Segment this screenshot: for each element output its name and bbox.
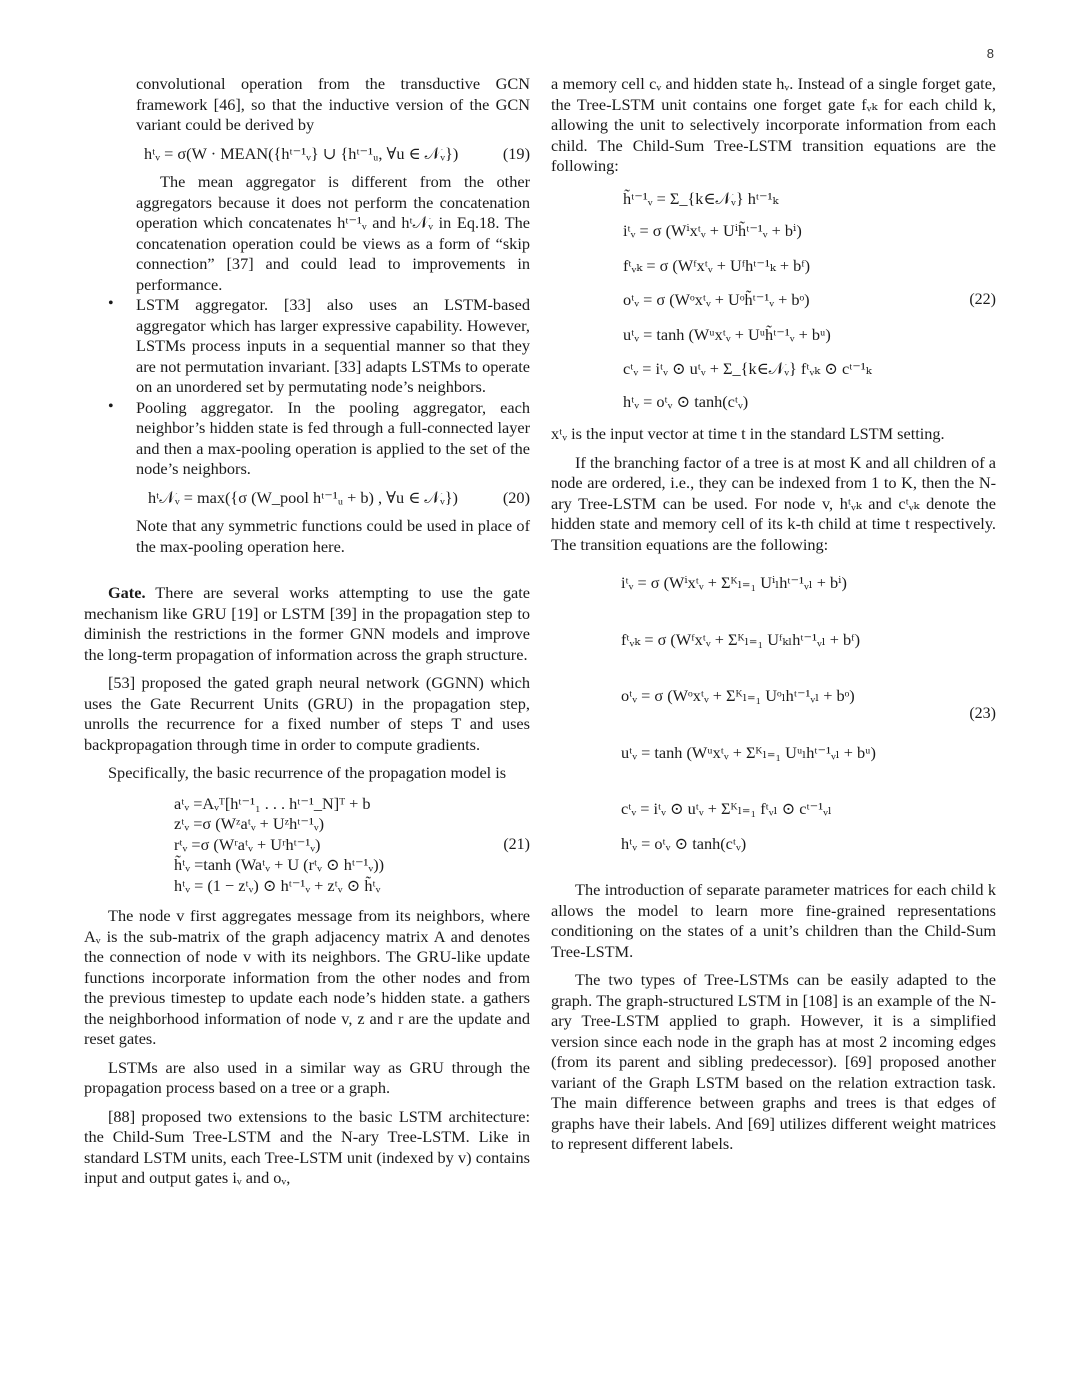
aggregator-list <box>84 295 530 557</box>
equation-line: uᵗᵥ = tanh (Wᵘxᵗᵥ + Uᵘh̃ᵗ⁻¹ᵥ + bᵘ) <box>623 324 831 344</box>
equation-line: aᵗᵥ =Aᵥᵀ[hᵗ⁻¹₁ . . . hᵗ⁻¹_N]ᵀ + b <box>174 793 371 813</box>
equation-body: hᵗᵥ = σ(W · MEAN({hᵗ⁻¹ᵥ} ∪ {hᵗ⁻¹ᵤ, ∀u ∈ 𝒩ᵥ}) <box>144 143 459 163</box>
right-column <box>551 74 996 1155</box>
bullet-text: Pooling aggregator. In the pooling aggregator, each neighbor’s hidden state is fed through a full-connected layer and then a max-pooling operation is applied to the set of the node’s neighbors. <box>136 397 530 478</box>
equation-line: oᵗᵥ = σ (Wᵒxᵗᵥ + Uᵒh̃ᵗ⁻¹ᵥ + bᵒ) <box>623 290 810 309</box>
bullet-text: LSTM aggregator. [33] also uses an LSTM-based aggregator which has larger expressive capability. However, LSTMs process inputs in a sequential manner so that they are not permutation invariant. [33] adapts LSTMs to operate on an unordered set by permutating node’s neighbors. <box>136 295 530 396</box>
equation-line: hᵗᵥ = oᵗᵥ ⊙ tanh(cᵗᵥ) <box>621 833 747 853</box>
paragraph: The node v first aggregates message from its neighbors, where Aᵥ is the sub-matrix of the graph adjacency matrix A and denotes the connection of node v with its neighbors. The GRU-like update functions incorporate information from the other nodes and from the previous timestep to update each node’s hidden state. a gathers the neighborhood information of node v, z and r are the update and reset gates. <box>84 906 530 1048</box>
equation-line: cᵗᵥ = iᵗᵥ ⊙ uᵗᵥ + Σ_{k∈𝒩ᵥ} fᵗᵥₖ ⊙ cᵗ⁻¹ₖ <box>623 359 872 378</box>
equation-20 <box>136 488 530 509</box>
list-item <box>108 397 530 480</box>
equation-line: rᵗᵥ =σ (Wʳaᵗᵥ + Uʳhᵗ⁻¹ᵥ) <box>174 834 321 854</box>
equation-line: h̃ᵗᵥ =tanh (Waᵗᵥ + U (rᵗᵥ ⊙ hᵗ⁻¹ᵥ)) <box>174 855 385 874</box>
equation-22 <box>551 189 996 413</box>
paragraph: [53] proposed the gated graph neural network (GGNN) which uses the Gate Recurrent Units (GRU) in the propagation step, unrolls the recurrence for a fixed number of steps T and uses backpropagation through time in order to compute gradients. <box>84 673 530 754</box>
paragraph: Specifically, the basic recurrence of the propagation model is <box>108 763 507 782</box>
equation-23 <box>551 573 996 854</box>
equation-body: hᵗ𝒩ᵥ = max({σ (W_pool hᵗ⁻¹ᵤ + b) , ∀u ∈ 𝒩ᵥ}) <box>148 487 458 507</box>
paragraph: Note that any symmetric functions could be used in place of the max-pooling operation here. <box>136 516 530 556</box>
equation-line: uᵗᵥ = tanh (Wᵘxᵗᵥ + Σᴷₗ₌₁ Uᵘₗhᵗ⁻¹ᵥₗ + bᵘ) <box>621 742 876 762</box>
equation-number: (23) <box>969 704 996 722</box>
equation-21 <box>84 794 530 897</box>
list-item <box>108 295 530 398</box>
equation-line: cᵗᵥ = iᵗᵥ ⊙ uᵗᵥ + Σᴷₗ₌₁ fᵗᵥₗ ⊙ cᵗ⁻¹ᵥₗ <box>621 799 832 818</box>
paragraph-text: There are several works attempting to use the gate mechanism like GRU [19] or LSTM [39] in the propagation step to diminish the restrictions in the former GNN models and improve the long-term propagation of information across the graph structure. <box>84 583 530 664</box>
page-number: 8 <box>986 46 994 61</box>
equation-line: iᵗᵥ = σ (Wⁱxᵗᵥ + Uⁱh̃ᵗ⁻¹ᵥ + bⁱ) <box>623 221 802 240</box>
paragraph: a memory cell cᵥ and hidden state hᵥ. Instead of a single forget gate, the Tree-LSTM unit contains one forget gate fᵥₖ for each child k, allowing the unit to selectively incorporate information from each child. The Child-Sum Tree-LSTM transition equations are the following: <box>551 74 996 175</box>
equation-number: (22) <box>969 291 996 309</box>
paragraph: The mean aggregator is different from the other aggregators because it does not perform the concatenation operation which concatenates hᵗ⁻¹ᵥ and hᵗ𝒩ᵥ in Eq.18. The concatenation operation could be views as a form of “skip connection” [37] and could lead to improvements in performance. <box>136 172 530 294</box>
equation-19 <box>136 144 530 165</box>
paragraph: The introduction of separate parameter matrices for each child k allows the model to learn more fine-grained representations conditioning on the states of a unit’s children than the Child-Sum Tree-LSTM. <box>551 880 996 961</box>
bullet-icon: • <box>108 397 114 415</box>
equation-number: (20) <box>502 487 530 507</box>
left-column <box>84 74 530 1189</box>
equation-line: iᵗᵥ = σ (Wⁱxᵗᵥ + Σᴷₗ₌₁ Uⁱₗhᵗ⁻¹ᵥₗ + bⁱ) <box>621 573 847 592</box>
equation-number: (19) <box>502 143 530 163</box>
equation-line: fᵗᵥₖ = σ (Wᶠxᵗᵥ + Uᶠhᵗ⁻¹ₖ + bᶠ) <box>623 255 811 275</box>
paragraph: LSTMs are also used in a similar way as GRU through the propagation process based on a tree or a graph. <box>84 1057 530 1097</box>
paragraph: If the branching factor of a tree is at most K and all children of a node are ordered, i.e., they can be indexed from 1 to K, then the N-ary Tree-LSTM can be used. For node v, hᵗᵥₖ and cᵗᵥₖ denote the hidden state and memory cell of its k-th child at time t respectively. The transition equations are the following: <box>551 452 996 554</box>
paragraph: convolutional operation from the transductive GCN framework [46], so that the inductive version of the GCN variant could be derived by <box>136 74 530 134</box>
equation-line: fᵗᵥₖ = σ (Wᶠxᵗᵥ + Σᴷₗ₌₁ Uᶠₖₗhᵗ⁻¹ᵥₗ + bᶠ) <box>621 629 860 649</box>
equation-line: hᵗᵥ = oᵗᵥ ⊙ tanh(cᵗᵥ) <box>623 391 749 411</box>
paragraph: [88] proposed two extensions to the basic LSTM architecture: the Child-Sum Tree-LSTM and the N-ary Tree-LSTM. Like in standard LSTM units, each Tree-LSTM unit (indexed by v) contains input and output gates iᵥ and oᵥ, <box>84 1106 530 1187</box>
equation-line: hᵗᵥ = (1 − zᵗᵥ) ⊙ hᵗ⁻¹ᵥ + zᵗᵥ ⊙ h̃ᵗᵥ <box>174 875 381 895</box>
bullet-icon: • <box>108 295 114 312</box>
paragraph: The two types of Tree-LSTMs can be easily adapted to the graph. The graph-structured LSTM in [108] is an example of the N-ary Tree-LSTM applied to graph. However, it is a simplified version since each node in the graph has at most 2 incoming edges (from its parent and sibling predecessor). [69] proposed another variant of the Graph LSTM based on the relation extraction task. The main difference between graphs and trees is that edges of graphs have their labels. And [69] utilizes different weight matrices to represent different labels. <box>551 970 996 1153</box>
equation-line: h̃ᵗ⁻¹ᵥ = Σ_{k∈𝒩ᵥ} hᵗ⁻¹ₖ <box>623 188 779 208</box>
equation-number: (21) <box>503 835 530 853</box>
paragraph-gate <box>84 583 530 665</box>
equation-line: zᵗᵥ =σ (Wᶻaᵗᵥ + Uᶻhᵗ⁻¹ᵥ) <box>174 814 325 833</box>
equation-line: oᵗᵥ = σ (Wᵒxᵗᵥ + Σᴷₗ₌₁ Uᵒₗhᵗ⁻¹ᵥₗ + bᵒ) <box>621 686 855 705</box>
paragraph: xᵗᵥ is the input vector at time t in the standard LSTM setting. <box>551 424 945 443</box>
section-heading: Gate. <box>108 583 146 602</box>
